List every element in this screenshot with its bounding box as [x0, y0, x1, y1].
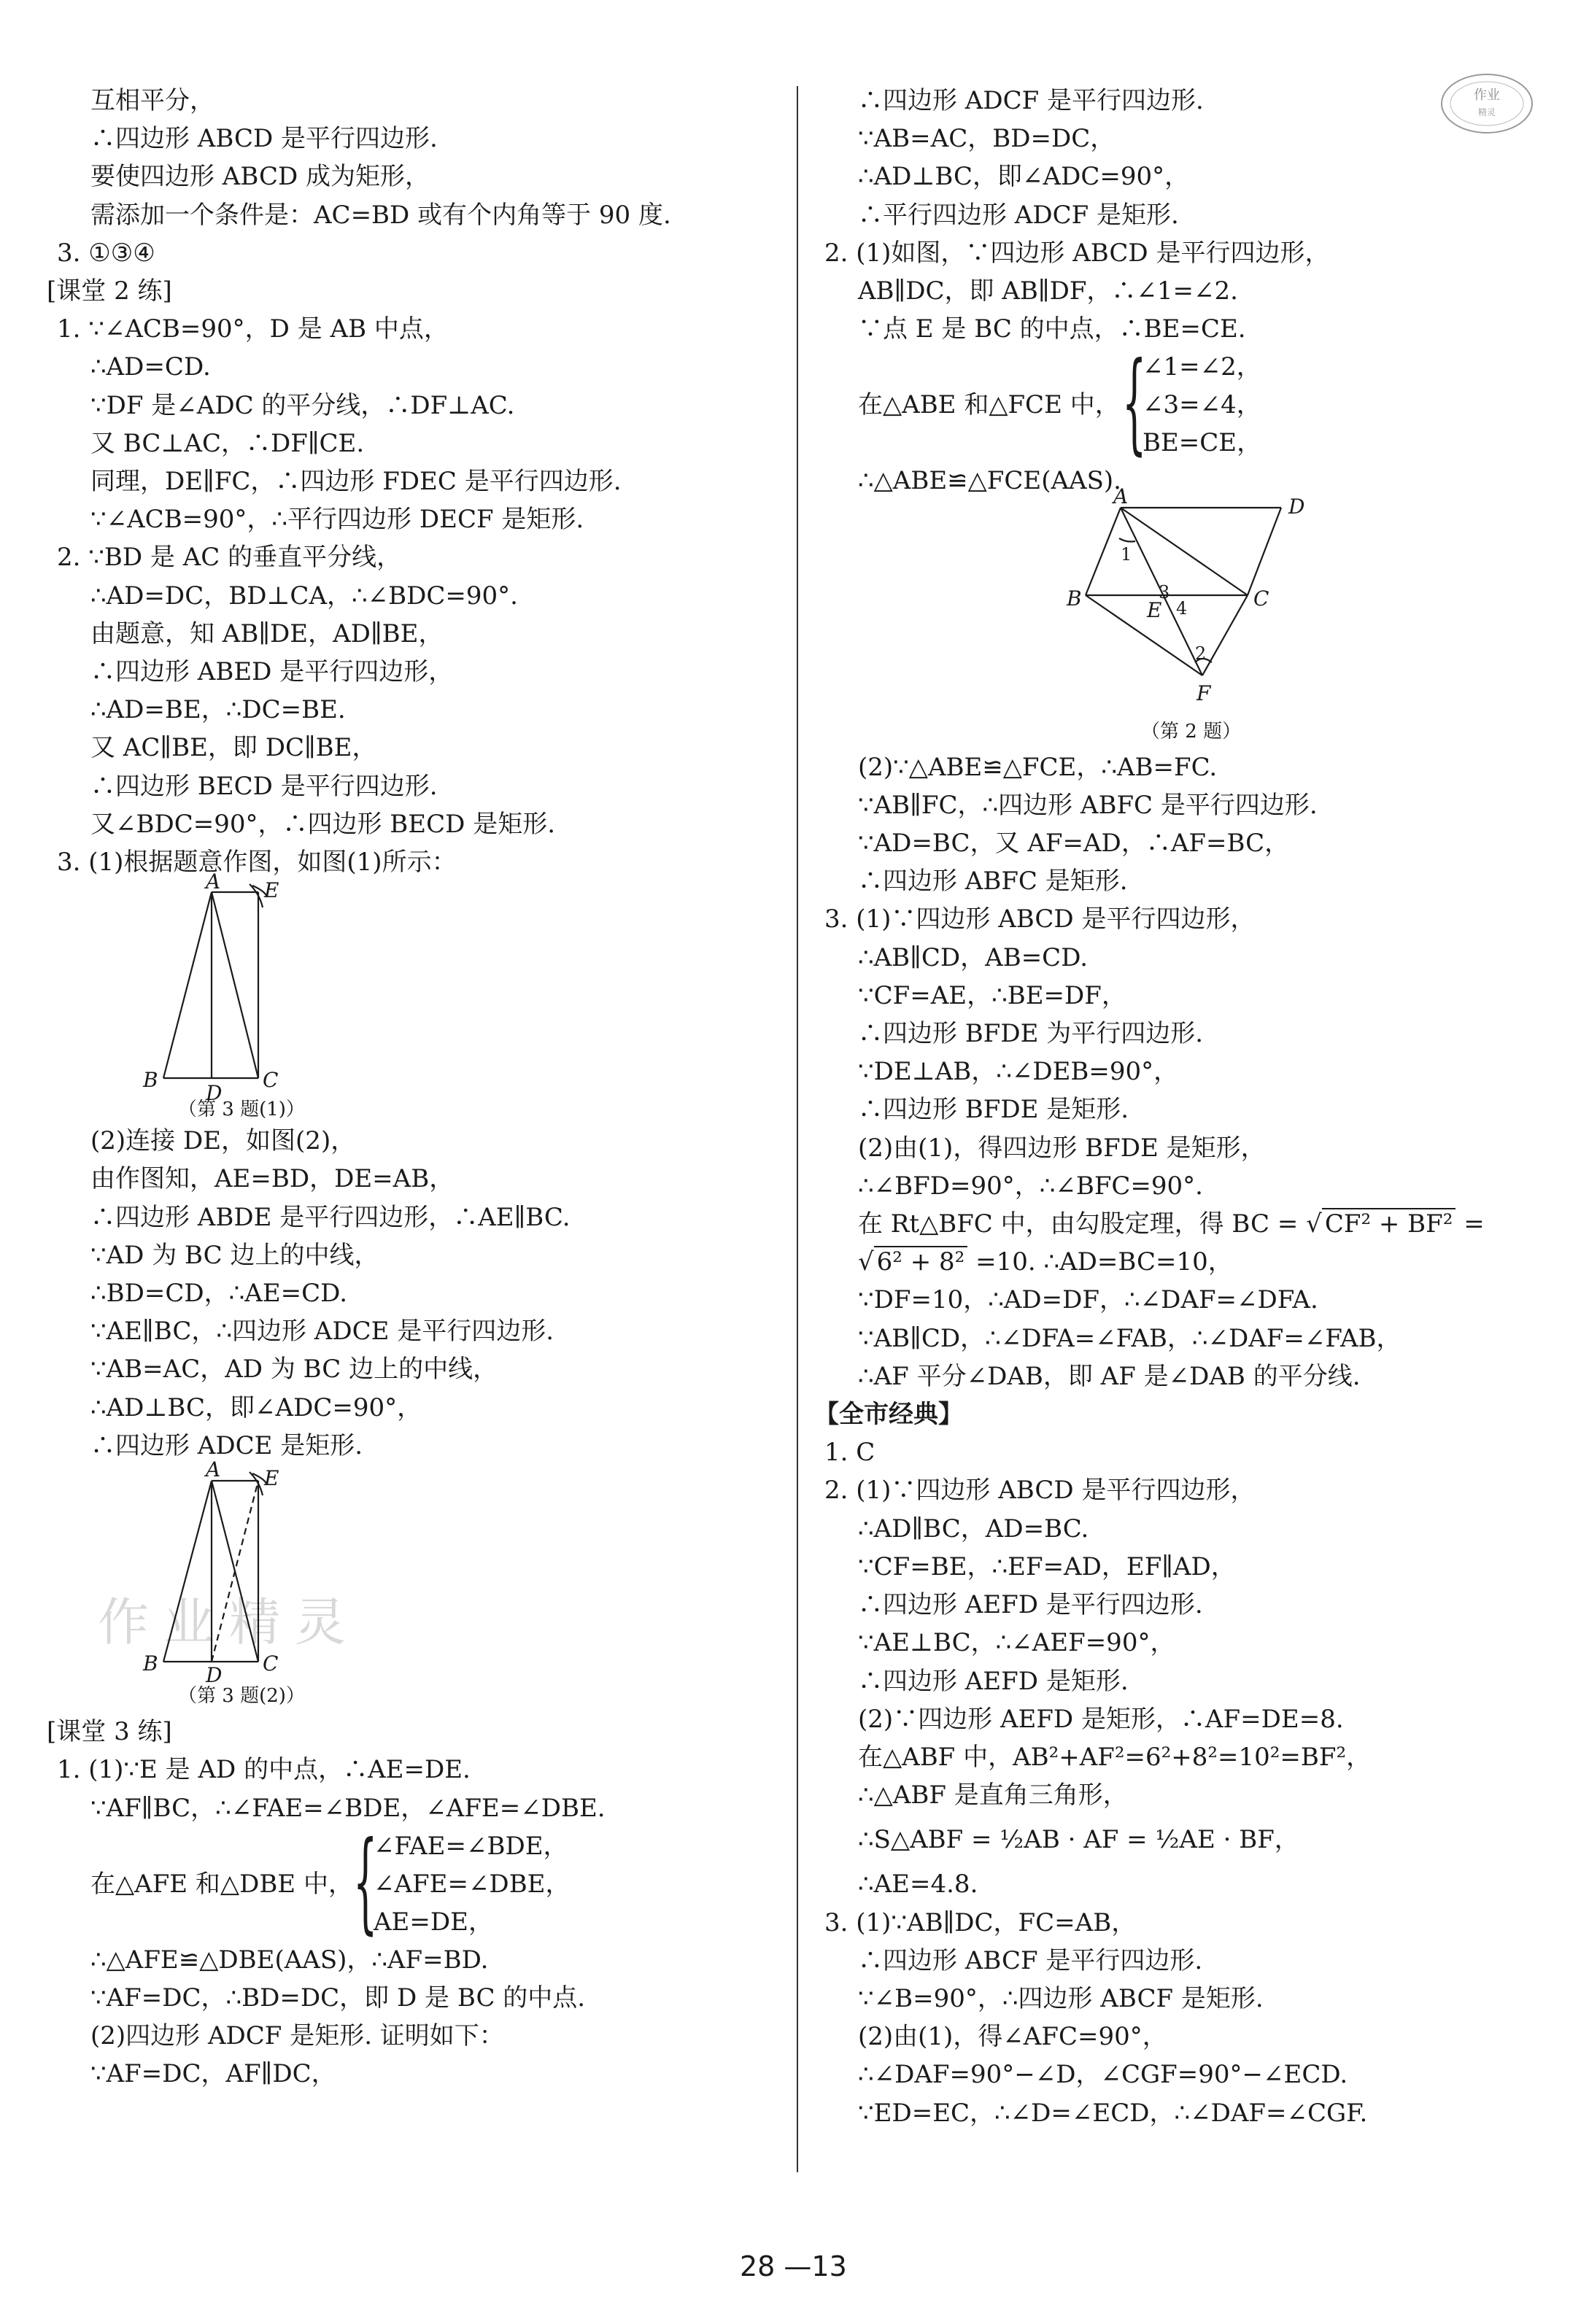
figure-caption: （第 3 题(1)）: [178, 1099, 305, 1121]
text-line: ∴四边形 AEFD 是矩形.: [858, 1666, 1129, 1696]
text-line: ∴四边形 ABCD 是平行四边形.: [90, 124, 438, 154]
svg-text:A: A: [1113, 484, 1129, 508]
svg-text:1: 1: [1121, 543, 1132, 565]
figure-caption: （第 3 题(2)）: [178, 1685, 305, 1708]
text-line: ∵点 E 是 BC 的中点，∴BE=CE.: [858, 314, 1246, 344]
text-line: ∵∠ACB=90°，∴平行四边形 DECF 是矩形.: [90, 505, 584, 535]
text-line: 在△ABF 中，AB²+AF²=6²+8²=10²=BF²，: [858, 1742, 1372, 1772]
text-line: ∴四边形 ABFC 是矩形.: [858, 867, 1128, 896]
brace-icon: {: [1122, 339, 1147, 467]
svg-text:C: C: [263, 1068, 279, 1093]
condition-line: ∠1=∠2，: [1143, 352, 1261, 382]
text-line: ∴四边形 BFDE 为平行四边形.: [858, 1019, 1204, 1049]
pythagoras-line: √ 6² + 8² =10. ∴AD=BC=10，: [858, 1247, 1233, 1277]
radicand: CF² + BF²: [1322, 1208, 1456, 1239]
text-line: ∴∠DAF=90°−∠D，∠CGF=90°−∠ECD.: [858, 2060, 1348, 2090]
condition-line: BE=CE，: [1143, 428, 1262, 458]
text-span: =: [1455, 1209, 1485, 1239]
section-label: [课堂 2 练]: [47, 276, 172, 306]
svg-text:C: C: [1253, 586, 1269, 611]
text-line: ∴四边形 BECD 是平行四边形.: [90, 771, 438, 801]
text-line: 需添加一个条件是：AC=BD 或有个内角等于 90 度.: [90, 200, 671, 230]
text-span: =10. ∴AD=BC=10，: [967, 1247, 1233, 1277]
text-span: 在 Rt△BFC 中，由勾股定理，得 BC =: [858, 1209, 1307, 1239]
triangle-diagram-2: [47, 1457, 784, 1688]
text-line: ∴△ABF 是直角三角形，: [858, 1781, 1128, 1810]
text-line: ∴AD⊥BC，即∠ADC=90°，: [90, 1393, 422, 1422]
answer-item: 2. ∵BD 是 AC 的垂直平分线，: [57, 543, 402, 573]
text-line: ∴∠BFD=90°，∴∠BFC=90°.: [858, 1171, 1203, 1201]
text-line: ∴四边形 ADCE 是矩形.: [90, 1430, 363, 1460]
text-line: ∴AF 平分∠DAB，即 AF 是∠DAB 的平分线.: [858, 1361, 1361, 1391]
figure-caption: （第 2 题）: [1141, 720, 1242, 743]
text-line: ∴四边形 ABDE 是平行四边形，∴AE∥BC.: [90, 1202, 571, 1232]
text-line: ∴AD∥BC，AD=BC.: [858, 1514, 1089, 1543]
section-label: [课堂 3 练]: [47, 1717, 172, 1747]
answer-item: 1. ∵∠ACB=90°，D 是 AB 中点，: [57, 314, 449, 344]
text-line: ∴△ABE≌△FCE(AAS).: [858, 466, 1121, 496]
brace-icon: {: [353, 1818, 378, 1945]
brace-conditions: [374, 1827, 571, 1941]
svg-text:3: 3: [1159, 581, 1170, 603]
brace-prefix: 在△ABE 和△FCE 中，: [858, 390, 1120, 420]
text-line: ∵AE∥BC，∴四边形 ADCE 是平行四边形.: [90, 1317, 554, 1347]
text-line: ∴AE=4.8.: [858, 1870, 978, 1899]
answer-item: 1. (1)∵E 是 AD 的中点，∴AE=DE.: [57, 1755, 471, 1785]
text-line: ∵ED=EC，∴∠D=∠ECD，∴∠DAF=∠CGF.: [858, 2098, 1368, 2128]
section-heading: 【全市经典】: [814, 1400, 963, 1430]
svg-text:4: 4: [1176, 597, 1188, 619]
text-line: 又∠BDC=90°，∴四边形 BECD 是矩形.: [90, 809, 556, 839]
text-line: ∴AD⊥BC，即∠ADC=90°，: [858, 162, 1190, 192]
brace-conditions: [1143, 348, 1261, 462]
svg-text:B: B: [1067, 586, 1082, 611]
svg-text:F: F: [1196, 681, 1211, 705]
text-line: ∴四边形 AEFD 是平行四边形.: [858, 1590, 1203, 1620]
text-line: 由题意，知 AB∥DE，AD∥BE，: [90, 619, 444, 648]
text-line: ∵AF∥BC，∴∠FAE=∠BDE，∠AFE=∠DBE.: [90, 1793, 606, 1823]
text-line: ∵AF=DC，AF∥DC，: [90, 2059, 336, 2089]
text-line: ∵CF=AE，∴BE=DF，: [858, 980, 1126, 1010]
text-line: ∵AB=AC，AD 为 BC 边上的中线，: [90, 1355, 498, 1384]
answer-item: 1. C: [824, 1438, 875, 1468]
text-line: (2)∵△ABE≌△FCE，∴AB=FC.: [858, 752, 1218, 782]
page-number: 28 —13: [740, 2250, 847, 2282]
text-line: ∵AB∥CD，∴∠DFA=∠FAB，∴∠DAF=∠FAB，: [858, 1323, 1402, 1353]
text-line: 要使四边形 ABCD 成为矩形，: [90, 162, 430, 192]
svg-text:B: B: [143, 1651, 158, 1676]
answer-item: 2. (1)如图，∵四边形 ABCD 是平行四边形，: [824, 238, 1330, 268]
svg-text:D: D: [1288, 494, 1305, 519]
radicand: 6² + 8²: [874, 1246, 968, 1277]
text-line: ∵AD=BC，又 AF=AD，∴AF=BC，: [858, 829, 1290, 859]
answer-item: 3. ①③④: [57, 238, 155, 268]
text-line: ∴AD=BE，∴DC=BE.: [90, 695, 346, 725]
text-line: ∵DF 是∠ADC 的平分线，∴DF⊥AC.: [90, 390, 515, 420]
brace-system: [814, 339, 1558, 467]
svg-text:A: A: [206, 869, 221, 894]
text-line: ∴AB∥CD，AB=CD.: [858, 942, 1089, 972]
parallelogram-diagram: [814, 484, 1558, 719]
text-line: ∴四边形 BFDE 是矩形.: [858, 1095, 1129, 1125]
brace-system: [47, 1818, 784, 1945]
svg-text:E: E: [264, 878, 279, 903]
text-line: 又 BC⊥AC，∴DF∥CE.: [90, 428, 365, 458]
answer-item: 3. (1)根据题意作图，如图(1)所示：: [57, 848, 457, 878]
condition-line: ∠3=∠4，: [1143, 390, 1261, 420]
right-column: [814, 82, 1558, 2132]
svg-text:E: E: [264, 1466, 279, 1491]
text-line: ∵∠B=90°，∴四边形 ABCF 是矩形.: [858, 1983, 1264, 2013]
text-line: AB∥DC，即 AB∥DF，∴∠1=∠2.: [858, 276, 1238, 306]
svg-text:A: A: [206, 1457, 221, 1482]
text-line: 互相平分，: [90, 86, 214, 115]
text-line: ∴△AFE≌△DBE(AAS)，∴AF=BD.: [90, 1945, 489, 1975]
text-line: ∵AE⊥BC，∴∠AEF=90°，: [858, 1628, 1175, 1658]
left-column: [47, 82, 784, 2093]
svg-text:精灵: 精灵: [1477, 107, 1496, 117]
text-line: ∵AF=DC，∴BD=DC，即 D 是 BC 的中点.: [90, 1983, 586, 2013]
text-line: ∵CF=BE，∴EF=AD，EF∥AD，: [858, 1552, 1236, 1581]
svg-text:D: D: [206, 1663, 223, 1688]
text-line: ∴BD=CD，∴AE=CD.: [90, 1279, 348, 1309]
text-line: (2)∵四边形 AEFD 是矩形，∴AF=DE=8.: [858, 1704, 1344, 1734]
answer-item: 2. (1)∵四边形 ABCD 是平行四边形，: [824, 1476, 1256, 1506]
svg-text:E: E: [1147, 597, 1162, 622]
text-line: (2)四边形 ADCF 是矩形. 证明如下：: [90, 2021, 504, 2051]
text-line: ∴四边形 ABED 是平行四边形，: [90, 657, 454, 687]
text-line: ∴四边形 ABCF 是平行四边形.: [858, 1945, 1203, 1975]
column-divider: [797, 86, 798, 2172]
text-line: ∴平行四边形 ADCF 是矩形.: [858, 200, 1179, 230]
svg-text:作业: 作业: [1474, 88, 1500, 103]
text-line: ∴AD=CD.: [90, 352, 211, 382]
text-line: 同理，DE∥FC，∴四边形 FDEC 是平行四边形.: [90, 467, 622, 497]
text-line: ∴四边形 ADCF 是平行四边形.: [858, 86, 1204, 115]
text-line: (2)由(1)，得∠AFC=90°，: [858, 2022, 1167, 2052]
text-line: (2)连接 DE，如图(2)，: [90, 1126, 356, 1156]
pythagoras-line: 在 Rt△BFC 中，由勾股定理，得 BC = √ CF² + BF² =: [858, 1209, 1485, 1239]
text-line: 又 AC∥BE，即 DC∥BE，: [90, 733, 377, 763]
svg-text:2: 2: [1195, 643, 1207, 664]
watermark: 作业精灵: [98, 1592, 360, 1653]
text-line: ∵AB∥FC，∴四边形 ABFC 是平行四边形.: [858, 790, 1318, 820]
condition-line: ∠AFE=∠DBE，: [374, 1869, 571, 1899]
text-line: ∵DF=10，∴AD=DF，∴∠DAF=∠DFA.: [858, 1285, 1318, 1315]
triangle-diagram-1: [47, 869, 784, 1106]
svg-text:D: D: [206, 1081, 223, 1106]
answer-item: 3. (1)∵四边形 ABCD 是平行四边形，: [824, 905, 1256, 934]
text-line: ∵AB=AC，BD=DC，: [858, 124, 1116, 154]
text-line: 由作图知，AE=BD，DE=AB，: [90, 1164, 455, 1194]
text-line: (2)由(1)，得四边形 BFDE 是矩形，: [858, 1133, 1266, 1163]
text-line: ∵DE⊥AB，∴∠DEB=90°，: [858, 1057, 1179, 1087]
area-formula: ∴S△ABF = ½AB · AF = ½AE · BF，: [858, 1825, 1299, 1855]
brace-prefix: 在△AFE 和△DBE 中，: [90, 1869, 353, 1899]
figure-2: [814, 484, 1558, 748]
svg-text:C: C: [263, 1651, 279, 1676]
text-line: ∵AD 为 BC 边上的中线，: [90, 1240, 379, 1270]
condition-line: AE=DE，: [374, 1907, 493, 1937]
svg-text:B: B: [143, 1068, 158, 1093]
answer-item: 3. (1)∵AB∥DC，FC=AB，: [824, 1907, 1137, 1937]
text-line: ∴AD=DC，BD⊥CA，∴∠BDC=90°.: [90, 581, 518, 611]
condition-line: ∠FAE=∠BDE，: [374, 1831, 568, 1861]
figure-3-2: [47, 1457, 784, 1713]
figure-3-1: [47, 869, 784, 1122]
